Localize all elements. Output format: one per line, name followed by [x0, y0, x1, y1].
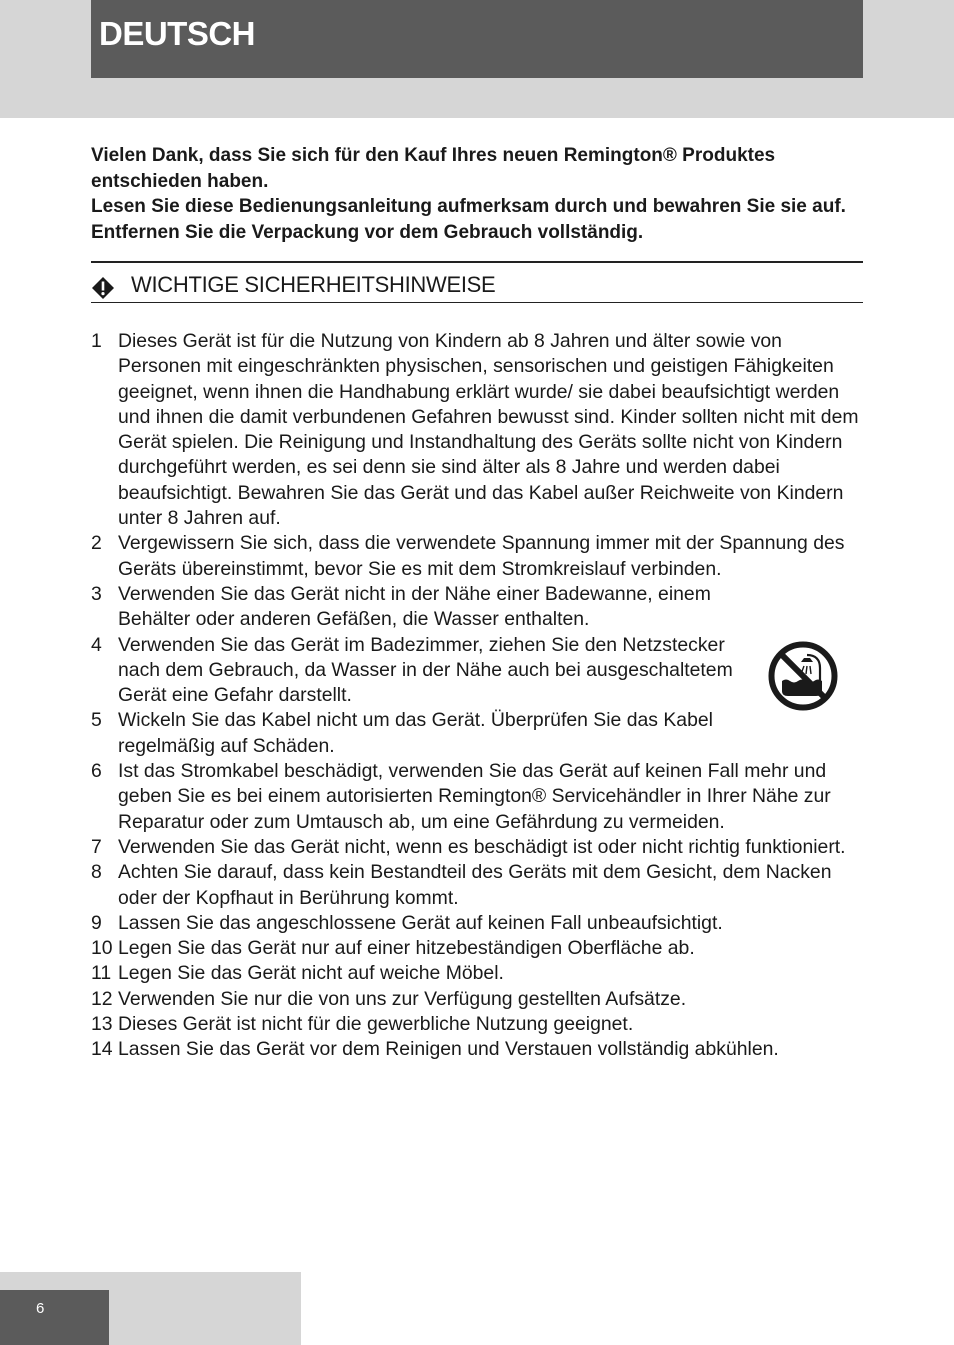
item-text: Achten Sie darauf, dass kein Bestandteil des Geräts mit dem Gesicht, dem Nacken oder der Kopfhaut in Berührung kommt. — [118, 861, 832, 909]
item-text: Legen Sie das Gerät nicht auf weiche Möbel. — [118, 962, 504, 985]
list-item — [91, 1012, 863, 1037]
intro-text — [91, 143, 851, 245]
safety-list — [91, 329, 863, 1063]
item-text: Verwenden Sie das Gerät im Badezimmer, ziehen Sie den Netzstecker nach dem Gebrauch, da Wasser in der Nähe auch bei ausgeschaltetem Gerät eine Gefahr darstellt. — [118, 633, 733, 707]
item-text: Dieses Gerät ist nicht für die gewerbliche Nutzung geeignet. — [118, 1013, 634, 1036]
list-item — [91, 329, 863, 531]
page-number: 6 — [36, 1300, 45, 1317]
list-item — [91, 835, 863, 860]
item-text: Legen Sie das Gerät nur auf einer hitzebeständigen Oberfläche ab. — [118, 937, 695, 960]
section-title: WICHTIGE SICHERHEITSHINWEISE — [131, 272, 496, 297]
item-number: 6 — [91, 760, 102, 783]
item-number: 4 — [91, 633, 102, 656]
section-header — [91, 261, 863, 303]
title-bar — [91, 0, 863, 78]
item-text: Vergewissern Sie sich, dass die verwendete Spannung immer mit der Spannung des Geräts übereinstimmt, bevor Sie es mit dem Stromkreislauf verbinden. — [118, 532, 845, 580]
item-number: 11 — [91, 962, 112, 985]
item-text: Verwenden Sie nur die von uns zur Verfügung gestellten Aufsätze. — [118, 987, 687, 1010]
item-text: Dieses Gerät ist für die Nutzung von Kindern ab 8 Jahren und älter sowie von Personen mit eingeschränkten physischen, sensorischen und geistigen Fähigkeiten geeignet, wenn ihnen die Handhabung erklärt wurde/ sie dabei beaufsichtigt werden und ihnen die damit verbundenen Gefahren bewusst sind. Kinder sollten nicht mit dem Gerät spielen. Die Reinigung und Instandhaltung des Geräts sollte nicht von Kindern durchgeführt werden, es sei denn sie sind älter als 8 Jahre und werden dabei beaufsichtigt. Bewahren Sie das Gerät und das Kabel außer Reichweite von Kindern unter 8 Jahren auf. — [118, 330, 859, 530]
item-text: Wickeln Sie das Kabel nicht um das Gerät. Überprüfen Sie das Kabel regelmäßig auf Schäden. — [118, 709, 713, 757]
list-item — [91, 860, 863, 911]
list-item — [91, 987, 863, 1012]
intro-paragraph-read: Lesen Sie diese Bedienungsanleitung aufmerksam durch und bewahren Sie sie auf. Entfernen Sie die Verpackung vor dem Gebrauch vollständig. — [91, 196, 846, 243]
item-number: 9 — [91, 911, 102, 934]
item-text: Verwenden Sie das Gerät nicht, wenn es beschädigt ist oder nicht richtig funktioniert. — [118, 835, 846, 858]
intro-paragraph-thanks: Vielen Dank, dass Sie sich für den Kauf Ihres neuen Remington® Produktes entschieden haben. — [91, 145, 776, 192]
item-number: 14 — [91, 1038, 113, 1061]
no-bathtub-icon — [768, 641, 838, 711]
list-item — [91, 582, 863, 633]
warning-diamond-icon — [91, 276, 115, 300]
item-number: 8 — [91, 861, 102, 884]
item-number: 10 — [91, 937, 113, 960]
list-item — [91, 936, 863, 961]
item-number: 12 — [91, 987, 113, 1010]
list-item — [91, 759, 863, 835]
item-number: 1 — [91, 330, 102, 352]
item-text: Verwenden Sie das Gerät nicht in der Nähe einer Badewanne, einem Behälter oder anderen Gefäßen, die Wasser enthalten. — [118, 582, 711, 631]
list-item — [91, 633, 863, 709]
list-item — [91, 531, 863, 582]
item-text: Ist das Stromkabel beschädigt, verwenden Sie das Gerät auf keinen Fall mehr und geben Sie es bei einem autorisierten Remington® Servicehändler in Ihrer Nähe zur Reparatur oder zum Umtausch ab, um eine Gefährdung zu vermeiden. — [118, 760, 831, 833]
item-number: 2 — [91, 532, 102, 555]
item-number: 3 — [91, 582, 102, 605]
item-number: 7 — [91, 835, 102, 858]
page-title: DEUTSCH — [99, 15, 256, 52]
list-item — [91, 1037, 863, 1062]
item-number: 13 — [91, 1013, 113, 1036]
list-item — [91, 911, 863, 936]
list-item — [91, 708, 863, 759]
item-text: Lassen Sie das angeschlossene Gerät auf keinen Fall unbeaufsichtigt. — [118, 911, 723, 934]
list-item — [91, 961, 863, 986]
page-number-box — [0, 1290, 109, 1345]
item-number: 5 — [91, 709, 102, 732]
item-text: Lassen Sie das Gerät vor dem Reinigen und Verstauen vollständig abkühlen. — [118, 1038, 779, 1061]
